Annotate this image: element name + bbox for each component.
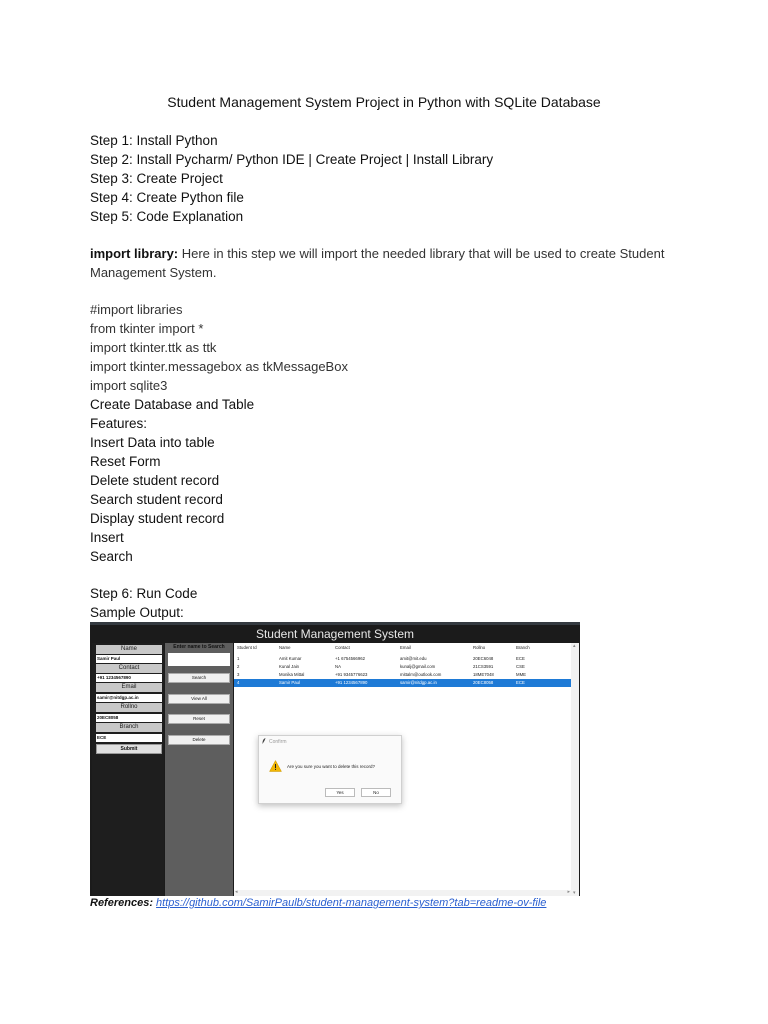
scroll-down-icon[interactable]: ▾ <box>573 890 576 896</box>
rollno-field[interactable]: 20EC8058 <box>96 714 162 722</box>
code-block <box>90 300 348 395</box>
scroll-right-icon[interactable]: ▸ <box>567 889 570 895</box>
import-text: Here in this step we will import the needed library that will be used to create Student Management System. <box>90 246 665 280</box>
cell: 20EC6048 <box>473 656 494 661</box>
cell: Kunal Jain <box>279 664 300 669</box>
branch-field[interactable]: ECE <box>96 734 162 742</box>
cell: mittalm@outlook.com <box>400 672 442 677</box>
cell: Samir Paul <box>279 680 301 685</box>
references-link[interactable]: https://github.com/SamirPaulb/student-management-system?tab=readme-ov-file <box>156 897 547 909</box>
cell: +91 1234567890 <box>335 680 368 685</box>
dialog-message: Are you sure you want to delete this record? <box>287 764 376 769</box>
sample-output-heading: Sample Output: <box>90 605 184 620</box>
name-field[interactable]: Samir Paul <box>96 655 162 663</box>
app-title: Student Management System <box>255 627 415 641</box>
cell: MME <box>516 672 527 677</box>
name-label: Name <box>96 645 162 654</box>
references-line <box>90 897 546 909</box>
delete-button[interactable]: Delete <box>168 735 230 745</box>
view-all-button[interactable]: View All <box>168 694 230 704</box>
import-heading: import library: <box>90 246 179 261</box>
feature-line: Features: <box>90 416 148 431</box>
warning-icon <box>269 760 282 772</box>
cell: 2 <box>237 664 240 669</box>
run-section <box>90 584 197 622</box>
feature-line: Insert Data into table <box>90 435 215 450</box>
horizontal-scrollbar[interactable] <box>234 890 571 896</box>
code-line: import sqlite3 <box>90 378 168 393</box>
run-code-heading: Step 6: Run Code <box>90 586 198 601</box>
cell: 20EC8058 <box>473 680 494 685</box>
scroll-up-icon[interactable]: ▴ <box>573 643 576 649</box>
code-line: from tkinter import * <box>90 321 204 336</box>
step-1: Step 1: Install Python <box>90 133 218 148</box>
cell: ECE <box>516 680 525 685</box>
scroll-left-icon[interactable]: ◂ <box>235 889 238 895</box>
sample-output-screenshot <box>90 622 580 896</box>
email-label: Email <box>96 683 162 692</box>
email-field[interactable]: samir@nitdgp.ac.in <box>96 694 162 702</box>
cell: kunalj@gmail.com <box>400 664 436 669</box>
references-label: References: <box>90 897 153 909</box>
column-header[interactable]: Branch <box>516 645 530 650</box>
cell: Monika Mittal <box>279 672 305 677</box>
cell: 1 <box>237 656 240 661</box>
table-header <box>234 644 571 652</box>
no-button[interactable]: No <box>361 788 391 797</box>
vertical-scrollbar[interactable] <box>571 643 579 896</box>
cell: +91 9345776623 <box>335 672 368 677</box>
column-header[interactable]: Contact <box>335 645 350 650</box>
table-row-selected[interactable] <box>234 679 571 687</box>
cell: samir@nitdgp.ac.in <box>400 680 437 685</box>
column-header[interactable]: Rollno <box>473 645 486 650</box>
feature-line: Insert <box>90 530 124 545</box>
column-header[interactable]: Email <box>400 645 411 650</box>
code-line: import tkinter.messagebox as tkMessageBox <box>90 359 348 374</box>
cell: CSE <box>516 664 525 669</box>
document-title: Student Management System Project in Python with SQLite Database <box>167 94 601 110</box>
submit-button[interactable]: Submit <box>96 744 162 754</box>
search-panel <box>165 643 233 896</box>
search-button[interactable]: Search <box>168 673 230 683</box>
table-row[interactable] <box>234 663 571 671</box>
cell: ECE <box>516 656 525 661</box>
confirm-dialog <box>258 735 402 804</box>
column-header[interactable]: Name <box>279 645 291 650</box>
contact-label: Contact <box>96 664 162 673</box>
dialog-title: Confirm <box>269 739 287 745</box>
contact-field[interactable]: +91 1234567890 <box>96 674 162 682</box>
cell: NA <box>335 664 341 669</box>
feature-line: Search student record <box>90 492 223 507</box>
cell: 18ME7048 <box>473 672 494 677</box>
code-line: import tkinter.ttk as ttk <box>90 340 217 355</box>
reset-button[interactable]: Reset <box>168 714 230 724</box>
cell: Amit Kumar <box>279 656 302 661</box>
branch-label: Branch <box>96 723 162 732</box>
feature-line: Create Database and Table <box>90 397 255 412</box>
cell: +1 6754566962 <box>335 656 365 661</box>
features-list <box>90 395 254 566</box>
table-row[interactable] <box>234 671 571 679</box>
step-2: Step 2: Install Pycharm/ Python IDE | Create Project | Install Library <box>90 152 494 167</box>
form-panel <box>92 643 164 896</box>
yes-button[interactable]: Yes <box>325 788 355 797</box>
code-line: #import libraries <box>90 302 183 317</box>
feature-line: Reset Form <box>90 454 161 469</box>
feature-line: Delete student record <box>90 473 220 488</box>
cell: amit@mit.edu <box>400 656 427 661</box>
steps-list <box>90 131 493 226</box>
column-header[interactable]: Student Id <box>237 645 257 650</box>
table-row[interactable] <box>234 655 571 663</box>
window-top-bar <box>90 622 580 625</box>
search-label: Enter name to Search <box>173 644 225 650</box>
feature-line: Search <box>90 549 133 564</box>
cell: 3 <box>237 672 240 677</box>
cell: 4 <box>237 680 240 685</box>
step-4: Step 4: Create Python file <box>90 190 244 205</box>
step-3: Step 3: Create Project <box>90 171 223 186</box>
cell: 21CS3591 <box>473 664 494 669</box>
step-5: Step 5: Code Explanation <box>90 209 244 224</box>
search-input[interactable] <box>168 653 230 666</box>
rollno-label: Rollno <box>96 703 162 712</box>
feature-line: Display student record <box>90 511 225 526</box>
feather-icon <box>262 738 266 744</box>
import-paragraph <box>90 244 690 282</box>
